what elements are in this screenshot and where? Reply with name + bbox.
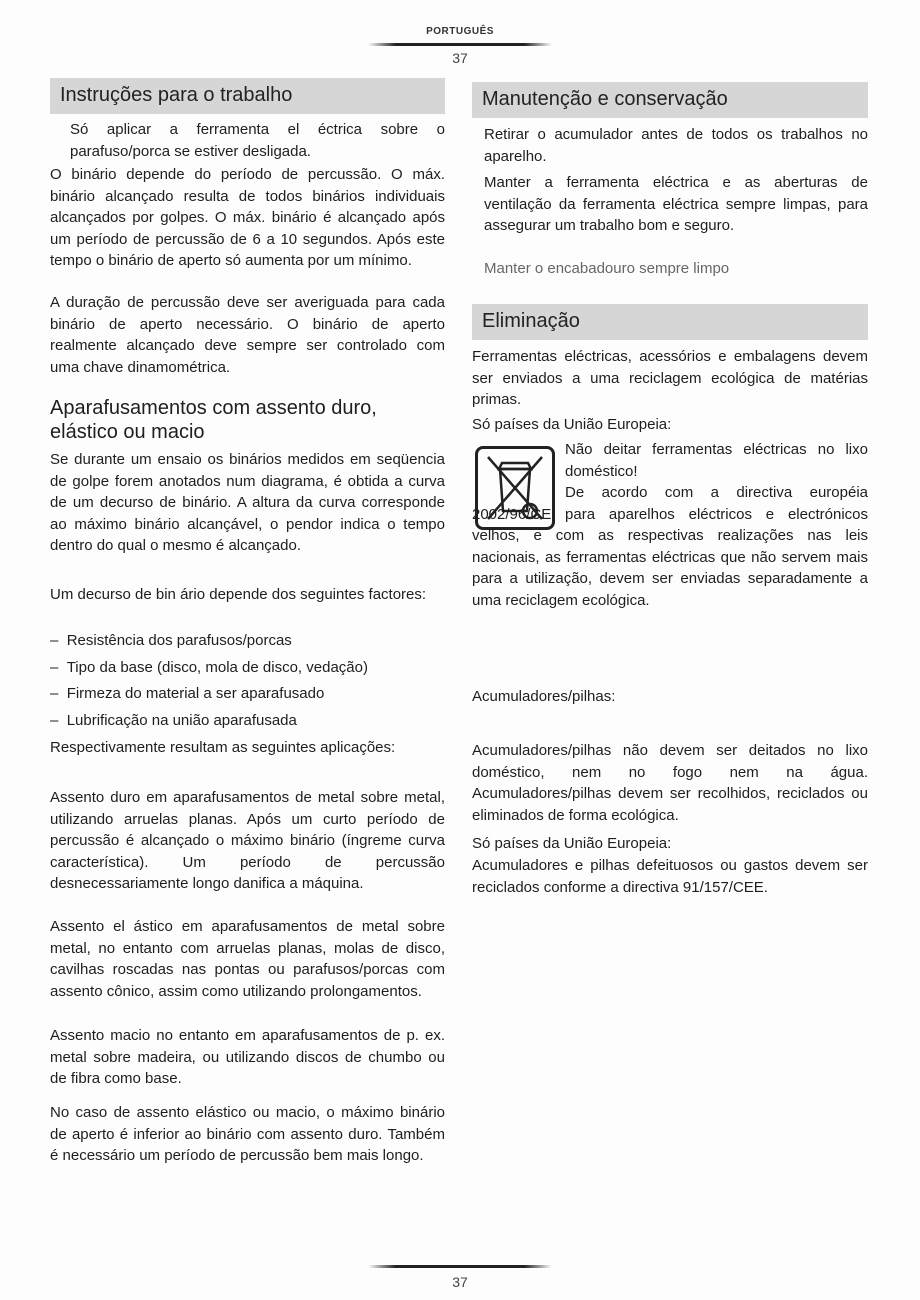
- paragraph: Assento macio no entanto em aparafusamentos de p. ex. metal sobre madeira, ou utilizando discos de chumbo ou de fibra como base.: [50, 1027, 445, 1087]
- header-rule: [368, 43, 552, 46]
- list-item: – Resistência dos parafusos/porcas: [50, 632, 292, 649]
- paragraph: Se durante um ensaio os binários medidos em seqüencia de golpe forem anotados num diagrama, é obtida a curva de um decurso de binário. A altura da curva corresponde ao máximo binário alcançável, o pendor indica o tempo dentro do qual o mesmo é alcançado.: [50, 451, 445, 554]
- list-item-text: Lubrificação na união aparafusada: [66, 711, 297, 729]
- section-title-instructions: Instruções para o trabalho: [50, 78, 445, 114]
- list-item: – Lubrificação na união aparafusada: [50, 711, 297, 729]
- paragraph: Acumuladores e pilhas defeituosos ou gastos devem ser reciclados conforme a directiva 91/157/CEE.: [472, 857, 868, 896]
- list-item-text: Firmeza do material a ser aparafusado: [66, 685, 325, 702]
- list-item-text: Resistência dos parafusos/porcas: [66, 632, 292, 649]
- list-item: – Tipo da base (disco, mola de disco, vedação): [50, 658, 368, 676]
- language-label: PORTUGUÊS: [426, 26, 494, 37]
- list-item: – Firmeza do material a ser aparafusado: [50, 685, 325, 702]
- subheading: Aparafusamentos com assento duro, elástico ou macio: [50, 397, 377, 443]
- list-item-text: Tipo da base (disco, mola de disco, vedação): [66, 658, 368, 676]
- paragraph: Assento duro em aparafusamentos de metal sobre metal, utilizando arruelas planas. Após um curto período de percussão é alcançado o máximo binário (íngreme curva característica). Um período de percussão desnecessariamente longo danifica a máquina.: [50, 789, 445, 892]
- paragraph: Retirar o acumulador antes de todos os trabalhos no aparelho.: [484, 126, 868, 165]
- section-title-maintenance: Manutenção e conservação: [472, 82, 868, 118]
- paragraph: Não deitar ferramentas eléctricas no lixo doméstico!: [565, 441, 868, 480]
- paragraph: De acordo com a directiva européia 2002/96/CE para aparelhos eléctricos e electrónicos velhos, e com as respectivas realizações nas leis nacionais, as ferramentas eléctricas que não servem mais para a utilização, devem ser enviadas separadamente a uma reciclagem ecológica.: [472, 484, 868, 609]
- paragraph: Manter a ferramenta eléctrica e as aberturas de ventilação da ferramenta eléctrica sempre limpas, para assegurar um trabalho bom e seguro.: [484, 174, 868, 234]
- section-title-disposal: Eliminação: [472, 304, 868, 340]
- paragraph: Só países da União Europeia:: [472, 416, 672, 433]
- paragraph: Manter o encabadouro sempre limpo: [484, 260, 730, 277]
- paragraph: A duração de percussão deve ser averiguada para cada binário de aperto necessário. O binário de aperto realmente alcançado deve sempre ser controlado com uma chave dinamométrica.: [50, 294, 445, 376]
- paragraph: O binário depende do período de percussão. O máx. binário alcançado resulta de todos binários individuais alcançados por golpes. O máx. binário é alcançado após um período de percussão de 6 a 10 segundos. Após este tempo o binário de aperto só aumenta por um mínimo.: [50, 166, 445, 269]
- paragraph: Só países da União Europeia:: [472, 835, 672, 852]
- paragraph: Assento el ástico em aparafusamentos de metal sobre metal, no entanto com arruelas planas, molas de disco, cavilhas roscadas nas pontas ou parafusos/porcas com assento cônico, assim como utilizando prolongamentos.: [50, 918, 445, 1000]
- paragraph: Só aplicar a ferramenta el éctrica sobre o parafuso/porca se estiver desligada.: [70, 121, 445, 160]
- paragraph: Acumuladores/pilhas não devem ser deitados no lixo doméstico, nem no fogo nem na água. Acumuladores/pilhas devem ser recolhidos, reciclados ou eliminados de forma ecológica.: [472, 742, 868, 824]
- footer-rule: [368, 1265, 552, 1268]
- paragraph: Respectivamente resultam as seguintes aplicações:: [50, 739, 396, 756]
- paragraph: Um decurso de bin ário depende dos seguintes factores:: [50, 586, 427, 603]
- header-page-number: 37: [452, 50, 468, 66]
- subheading-batteries: Acumuladores/pilhas:: [472, 688, 616, 705]
- paragraph: No caso de assento elástico ou macio, o máximo binário de aperto é inferior ao binário com assento duro. Também é necessário um período de percussão bem mais longo.: [50, 1104, 445, 1164]
- factor-list: [50, 630, 445, 736]
- footer-page-number: 37: [452, 1274, 468, 1290]
- paragraph: Ferramentas eléctricas, acessórios e embalagens devem ser enviados a uma reciclagem ecológica de matérias primas.: [472, 348, 868, 408]
